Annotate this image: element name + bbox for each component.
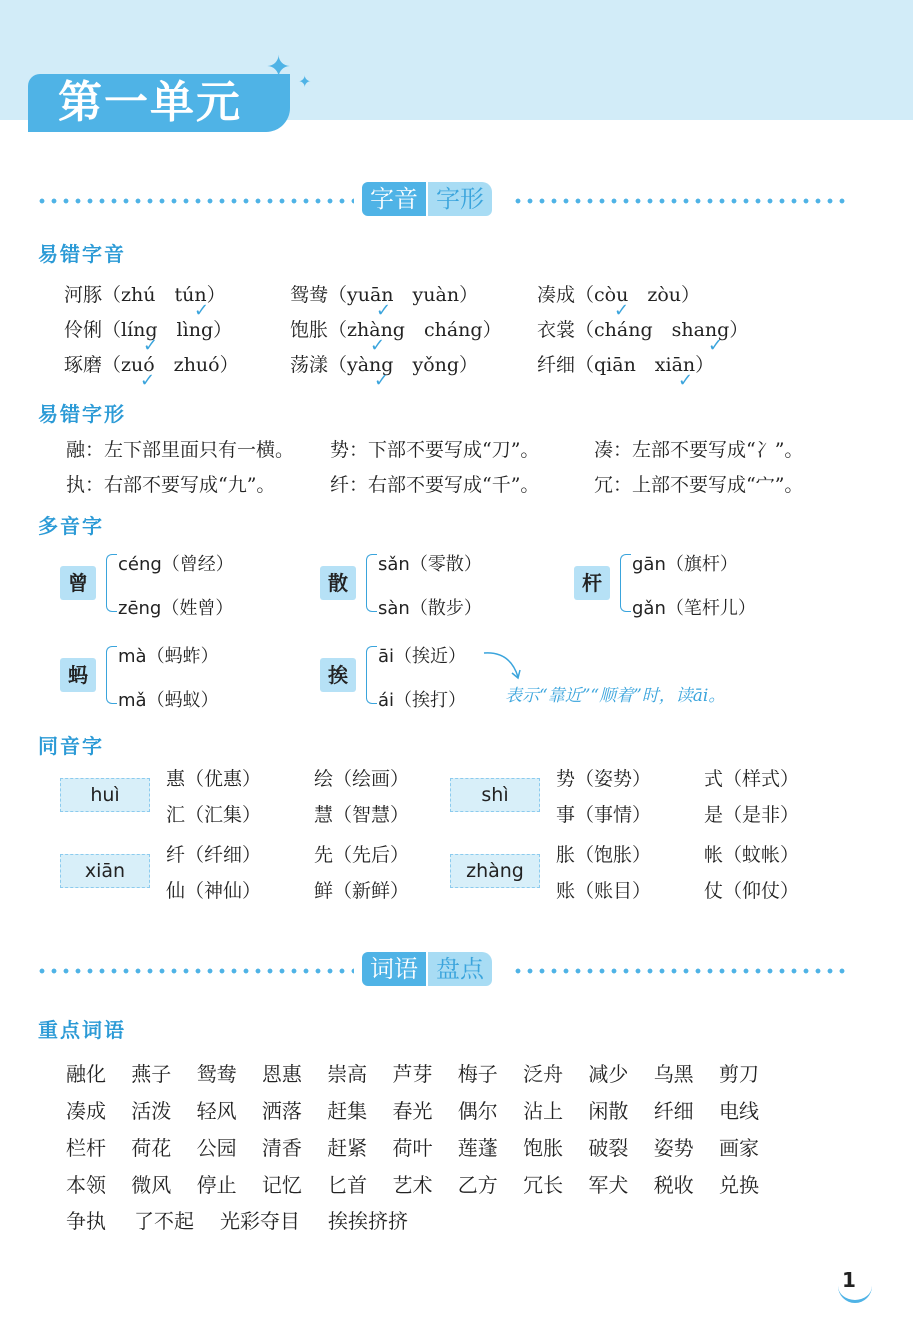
heading-key-words: 重点词语	[38, 1018, 126, 1042]
key-word: 恩惠	[261, 1062, 302, 1086]
char-form-item: 势：下部不要写成“刀”。	[330, 439, 540, 461]
homophone-word: 仗（仰仗）	[704, 880, 800, 902]
key-word: 本领	[66, 1173, 106, 1197]
key-word: 停止	[196, 1173, 237, 1197]
key-word: 饱胀	[523, 1136, 564, 1160]
key-word: 梅子	[457, 1062, 498, 1086]
homophone-word: 汇（汇集）	[166, 804, 262, 826]
key-word: 争执	[66, 1209, 106, 1233]
pronunciation-item: 琢磨（zuó zhuó）	[64, 354, 239, 376]
key-word: 兑换	[719, 1173, 759, 1197]
homophone-word: 式（样式）	[704, 768, 800, 790]
polyphone-char: 挨	[320, 658, 356, 692]
key-word: 记忆	[261, 1173, 302, 1197]
polyphone-reading: mà（蚂蚱）	[118, 646, 219, 667]
key-word: 荷花	[131, 1136, 172, 1160]
key-word: 闲散	[588, 1099, 629, 1123]
polyphone-reading: gǎn（笔杆儿）	[632, 598, 756, 619]
key-word: 破裂	[588, 1136, 629, 1160]
key-word: 乌黑	[653, 1062, 694, 1086]
key-word: 赶紧	[327, 1136, 368, 1160]
brace-icon	[620, 554, 631, 612]
check-icon: ✓	[708, 335, 724, 356]
key-word: 匕首	[327, 1173, 368, 1197]
key-word: 艺术	[392, 1173, 433, 1197]
char-form-item: 凑：左部不要写成“冫”。	[594, 439, 804, 461]
key-word: 偶尔	[457, 1099, 498, 1123]
key-word: 画家	[719, 1136, 759, 1160]
key-word: 轻风	[196, 1099, 237, 1123]
char-form-item: 冗：上部不要写成“宀”。	[594, 474, 804, 496]
unit-title: 第一单元	[28, 74, 290, 132]
pronunciation-item: 衣裳（cháng shang）	[537, 319, 749, 341]
key-word: 春光	[392, 1099, 433, 1123]
key-word: 姿势	[653, 1136, 694, 1160]
check-icon: ✓	[194, 300, 210, 321]
key-word: 了不起	[134, 1209, 194, 1233]
homophone-word: 先（先后）	[314, 844, 410, 866]
key-word: 军犬	[588, 1173, 629, 1197]
polyphone-reading: sǎn（零散）	[378, 554, 482, 575]
key-word: 活泼	[131, 1099, 172, 1123]
key-word: 莲蓬	[457, 1136, 498, 1160]
section-tag	[362, 182, 492, 216]
brace-icon	[366, 646, 377, 704]
tag-part: 字音	[362, 182, 426, 216]
arrow-icon	[480, 645, 526, 685]
polyphone-char: 杆	[574, 566, 610, 600]
homophone-word: 胀（饱胀）	[556, 844, 652, 866]
sparkle-icon: ✦	[266, 50, 292, 85]
polyphone-reading: mǎ（蚂蚁）	[118, 690, 219, 711]
polyphone-reading: sàn（散步）	[378, 598, 482, 619]
section-divider-pronunciation	[36, 180, 848, 220]
homophone-word: 事（事情）	[556, 804, 652, 826]
key-word: 凑成	[66, 1099, 106, 1123]
key-word: 赶集	[327, 1099, 368, 1123]
key-word: 清香	[261, 1136, 302, 1160]
key-word: 电线	[719, 1099, 759, 1123]
homophone-word: 帐（蚊帐）	[704, 844, 800, 866]
tag-part: 盘点	[428, 952, 492, 986]
homophone-word: 纤（纤细）	[166, 844, 262, 866]
key-word: 崇高	[327, 1062, 368, 1086]
check-icon: ✓	[678, 370, 694, 391]
page-number: 1	[842, 1268, 856, 1292]
pronunciation-item: 荡漾（yàng yǒng）	[290, 354, 479, 376]
homophone-word: 绘（绘画）	[314, 768, 410, 790]
char-form-item: 融：左下部里面只有一横。	[66, 439, 295, 461]
char-form-item: 纤：右部不要写成“千”。	[330, 474, 540, 496]
homophone-word: 慧（智慧）	[314, 804, 410, 826]
key-word: 栏杆	[66, 1136, 106, 1160]
key-word: 燕子	[131, 1062, 172, 1086]
section-tag	[362, 952, 492, 986]
heading-pronunciation: 易错字音	[38, 242, 126, 266]
key-word: 光彩夺目	[220, 1209, 300, 1233]
key-word: 泛舟	[523, 1062, 564, 1086]
key-word: 洒落	[261, 1099, 302, 1123]
heading-polyphone: 多音字	[38, 514, 104, 538]
polyphone-char: 曾	[60, 566, 96, 600]
homophone-word: 惠（优惠）	[166, 768, 262, 790]
check-icon: ✓	[143, 335, 159, 356]
homophone-word: 势（姿势）	[556, 768, 652, 790]
pronunciation-item: 凑成（còu zòu）	[537, 284, 701, 306]
key-word: 融化	[66, 1062, 106, 1086]
check-icon: ✓	[374, 370, 390, 391]
homophone-word: 仙（神仙）	[166, 880, 262, 902]
check-icon: ✓	[140, 370, 156, 391]
pronunciation-item: 饱胀（zhàng cháng）	[290, 319, 502, 341]
check-icon: ✓	[376, 300, 392, 321]
heading-homophone: 同音字	[38, 734, 104, 758]
key-word: 荷叶	[392, 1136, 433, 1160]
key-word: 减少	[588, 1062, 629, 1086]
polyphone-note: 表示“靠近”“顺着”时，读āi。	[505, 686, 726, 706]
key-word: 纤细	[653, 1099, 694, 1123]
key-word: 冗长	[523, 1173, 564, 1197]
check-icon: ✓	[614, 300, 630, 321]
brace-icon	[366, 554, 377, 612]
key-word: 鸳鸯	[196, 1062, 237, 1086]
polyphone-reading: céng（曾经）	[118, 554, 234, 575]
homophone-word: 鲜（新鲜）	[314, 880, 410, 902]
pronunciation-item: 伶俐（líng lìng）	[64, 319, 233, 341]
heading-char-form: 易错字形	[38, 402, 126, 426]
key-word: 公园	[196, 1136, 237, 1160]
polyphone-reading: ái（挨打）	[378, 690, 467, 711]
homophone-pinyin: zhàng	[450, 854, 540, 888]
key-word: 芦芽	[392, 1062, 433, 1086]
key-word: 微风	[131, 1173, 172, 1197]
tag-part: 字形	[428, 182, 492, 216]
pronunciation-item: 河豚（zhú tún）	[64, 284, 226, 306]
polyphone-char: 散	[320, 566, 356, 600]
polyphone-reading: gān（旗杆）	[632, 554, 738, 575]
polyphone-reading: āi（挨近）	[378, 646, 467, 667]
pronunciation-item: 鸳鸯（yuān yuàn）	[290, 284, 479, 306]
homophone-pinyin: shì	[450, 778, 540, 812]
section-divider-vocabulary	[36, 950, 848, 990]
brace-icon	[106, 646, 117, 704]
homophone-pinyin: huì	[60, 778, 150, 812]
key-word: 剪刀	[719, 1062, 759, 1086]
char-form-item: 执：右部不要写成“九”。	[66, 474, 276, 496]
key-word: 乙方	[457, 1173, 498, 1197]
page-number-arc	[838, 1284, 872, 1303]
homophone-word: 账（账目）	[556, 880, 652, 902]
homophone-word: 是（是非）	[704, 804, 800, 826]
homophone-pinyin: xiān	[60, 854, 150, 888]
sparkle-icon: ✦	[298, 72, 312, 91]
key-word: 税收	[653, 1173, 694, 1197]
polyphone-char: 蚂	[60, 658, 96, 692]
key-word: 挨挨挤挤	[328, 1209, 408, 1233]
brace-icon	[106, 554, 117, 612]
key-word: 沾上	[523, 1099, 564, 1123]
check-icon: ✓	[370, 335, 386, 356]
polyphone-reading: zēng（姓曾）	[118, 598, 234, 619]
pronunciation-item: 纤细（qiān xiān）	[537, 354, 715, 376]
tag-part: 词语	[362, 952, 426, 986]
